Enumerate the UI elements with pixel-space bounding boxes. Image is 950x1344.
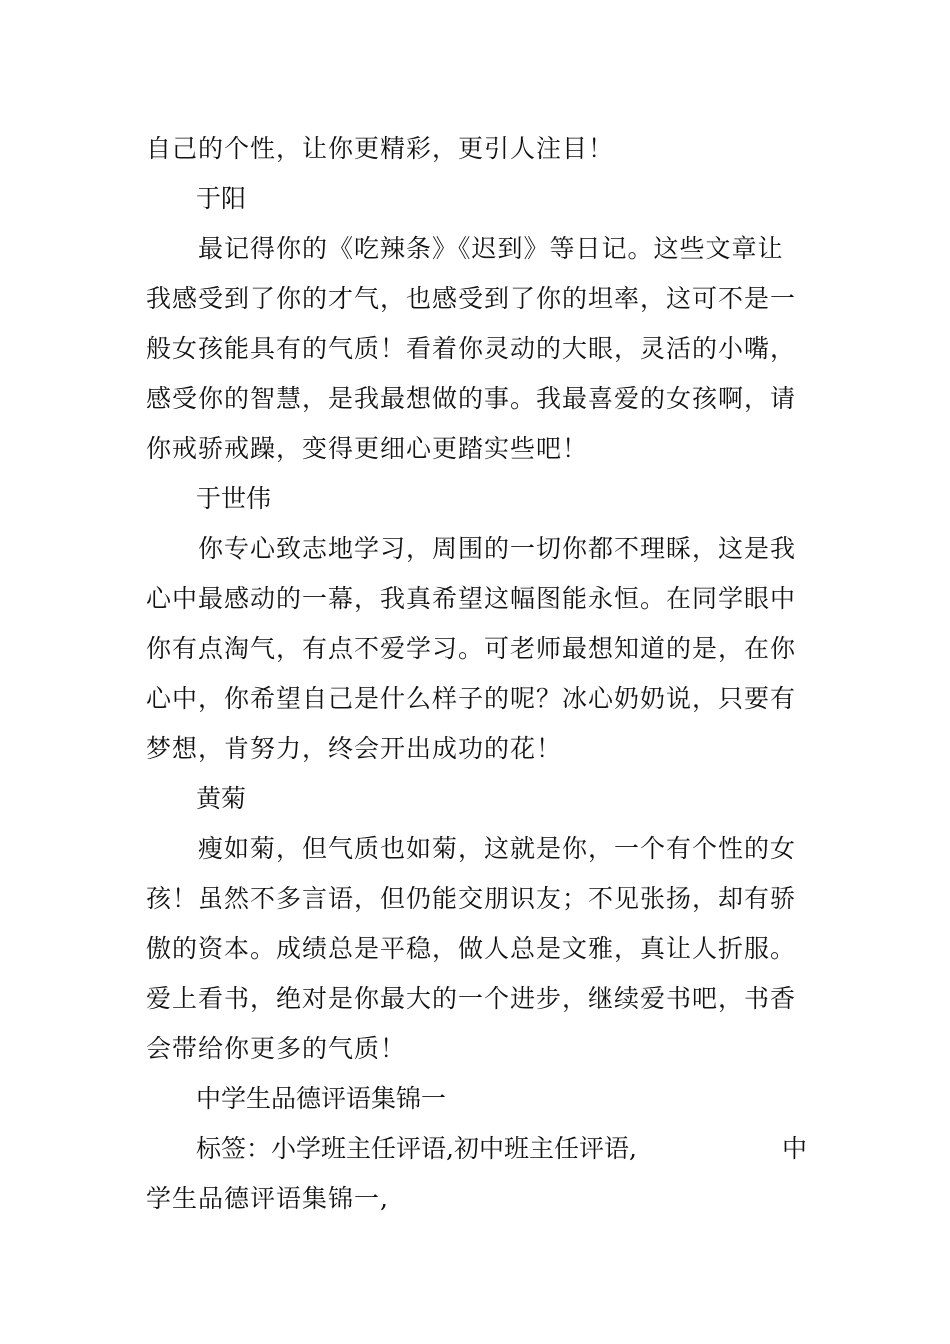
paragraph-line: 心中最感动的一幕，我真希望这幅图能永恒。在同学眼中	[146, 584, 797, 613]
paragraph-line: 般女孩能具有的气质！看着你灵动的大眼，灵活的小嘴，	[146, 334, 797, 363]
paragraph-line: 自己的个性，让你更精彩，更引人注目！	[146, 134, 615, 163]
student-name-heading: 于世伟	[196, 484, 272, 513]
paragraph-line: 瘦如菊，但气质也如菊，这就是你，一个有个性的女	[198, 834, 797, 863]
paragraph-line: 孩！虽然不多言语，但仍能交朋识友；不见张扬，却有骄	[146, 884, 797, 913]
tags-line-continuation: 中	[782, 1134, 808, 1163]
student-name-heading: 于阳	[196, 184, 247, 213]
tags-line: 学生品德评语集锦一,	[146, 1184, 389, 1213]
paragraph-line: 我感受到了你的才气，也感受到了你的坦率，这可不是一	[146, 284, 797, 313]
paragraph-line: 会带给你更多的气质！	[146, 1034, 407, 1063]
paragraph-line: 你专心致志地学习，周围的一切你都不理睬，这是我	[198, 534, 797, 563]
paragraph-line: 爱上看书，绝对是你最大的一个进步，继续爱书吧，书香	[146, 984, 797, 1013]
paragraph-line: 你戒骄戒躁，变得更细心更踏实些吧！	[146, 434, 589, 463]
paragraph-line: 最记得你的《吃辣条》《迟到》等日记。这些文章让	[198, 234, 784, 263]
paragraph-line: 梦想，肯努力，终会开出成功的花！	[146, 734, 563, 763]
tags-line: 标签：小学班主任评语,初中班主任评语,	[196, 1134, 637, 1163]
student-name-heading: 黄菊	[196, 784, 247, 813]
paragraph-line: 感受你的智慧，是我最想做的事。我最喜爱的女孩啊，请	[146, 384, 797, 413]
section-title: 中学生品德评语集锦一	[196, 1084, 447, 1113]
paragraph-line: 你有点淘气，有点不爱学习。可老师最想知道的是，在你	[146, 634, 797, 663]
paragraph-line: 心中，你希望自己是什么样子的呢？冰心奶奶说，只要有	[146, 684, 797, 713]
paragraph-line: 傲的资本。成绩总是平稳，做人总是文雅，真让人折服。	[146, 934, 797, 963]
